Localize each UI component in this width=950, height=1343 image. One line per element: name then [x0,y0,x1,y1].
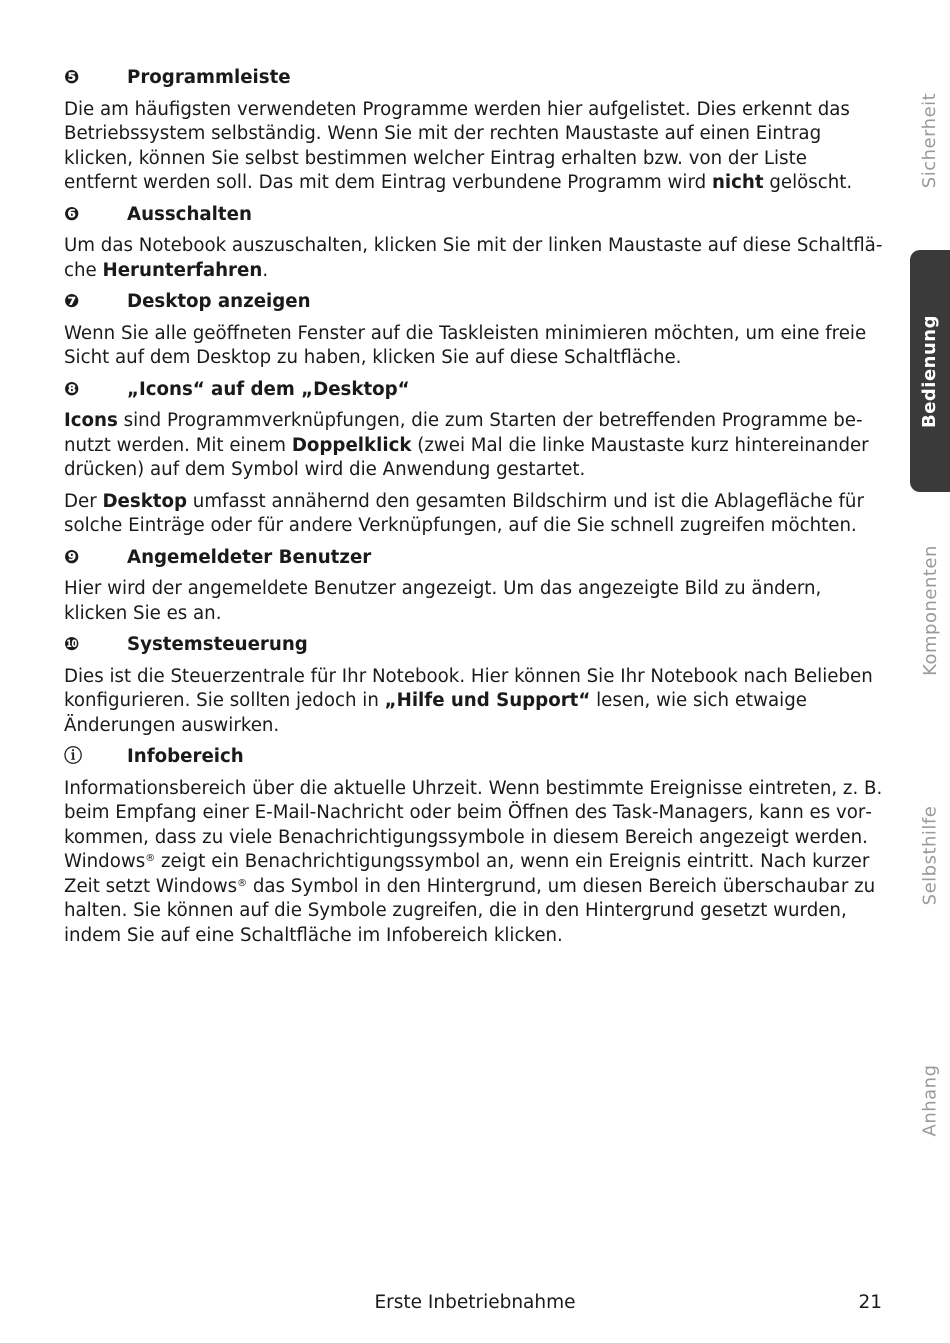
paragraph: Die am häufigsten verwendeten Programme werden hier aufgelistet. Dies erkennt das Betriebssystem selbständig. Wenn Sie mit der rechten Maustaste auf einen Eintrag klicken, können Sie selbst bestimmen welcher Eintrag erhalten bzw. von der Liste entfernt werden soll. Das mit dem Eintrag verbundene Programm wird nicht gelöscht. [64,98,853,193]
section-number: ❼ [64,291,80,312]
paragraph: Informationsbereich über die aktuelle Uhrzeit. Wenn bestimmte Ereignisse eintreten, z. B. beim Empfang einer E-Mail-Nachricht oder beim Öffnen des Task-Managers, kann es vorkommen, dass zu viele Benachrichtigungssymbole in diesem Bereich angezeigt werden. Windows® zeigt ein Benachrichtigungssymbol an, wenn ein Ereignis eintritt. Nach kurzer Zeit setzt Windows® das Symbol in den Hintergrund, um diesen Bereich überschaubar zu halten. Sie können auf die Symbole zugreifen, die in den Hintergrund gesetzt wurden, indem Sie auf eine Schaltfläche im Infobereich klicken. [64,777,883,946]
section-heading [64,546,884,571]
section-number: ❿ [64,634,80,655]
paragraph: Wenn Sie alle geöffneten Fenster auf die Taskleisten minimieren möchten, um eine freie Sicht auf dem Desktop zu haben, klicken Sie auf diese Schaltfläche. [64,322,867,368]
page-number: 21 [858,1292,882,1313]
section-number: ❾ [64,546,80,568]
side-tab-selbsthilfe[interactable]: Selbsthilfe [919,805,941,905]
section-title: Desktop anzeigen [127,291,311,312]
paragraph: Hier wird der angemeldete Benutzer angezeigt. Um das angezeigte Bild zu ändern, klicken Sie es an. [64,578,822,624]
section-title: „Icons“ auf dem „Desktop“ [127,378,410,400]
side-tab-sicherheit[interactable]: Sicherheit [919,92,941,188]
paragraph: Um das Notebook auszuschalten, klicken Sie mit der linken Maustaste auf diese Schaltfläche Herunterfahren. [64,235,883,281]
section-title: Angemeldeter Benutzer [127,546,372,568]
section-title: Systemsteuerung [127,634,308,655]
section-number: ❽ [64,378,80,400]
section-title: Programmleiste [127,67,291,88]
paragraph: Icons sind Programmverknüpfungen, die zum Starten der betreffenden Programme benutzt werden. Mit einem Doppelklick (zwei Mal die linke Maustaste kurz hintereinander drücken) auf dem Symbol wird die Anwendung gestartet. [64,410,869,480]
paragraph: Der Desktop umfasst annähernd den gesamten Bildschirm und ist die Ablagefläche für solche Einträge oder für andere Verknüpfungen, auf die Sie schnell zugreifen möchten. [64,490,864,536]
footer-title: Erste Inbetriebnahme [374,1292,576,1313]
section-title: Infobereich [127,746,244,767]
side-tab-anhang[interactable]: Anhang [919,1064,941,1136]
side-tab-komponenten[interactable]: Komponenten [919,544,941,676]
section-heading [64,203,884,228]
paragraph: Dies ist die Steuerzentrale für Ihr Notebook. Hier können Sie Ihr Notebook nach Belieben konfigurieren. Sie sollten jedoch in „Hilfe und Support“ lesen, wie sich etwaige Änderungen auswirken. [64,665,873,736]
section-number: ❺ [64,67,80,88]
section-heading [64,745,884,770]
section-heading [64,66,884,91]
section-heading [64,378,884,403]
page-content [64,66,884,955]
section-title: Ausschalten [127,203,252,225]
section-heading [64,290,884,315]
side-tab-bedienung[interactable]: Bedienung [910,250,950,492]
info-icon: ⓘ [64,746,83,767]
section-heading [64,633,884,658]
section-number: ❻ [64,203,80,225]
